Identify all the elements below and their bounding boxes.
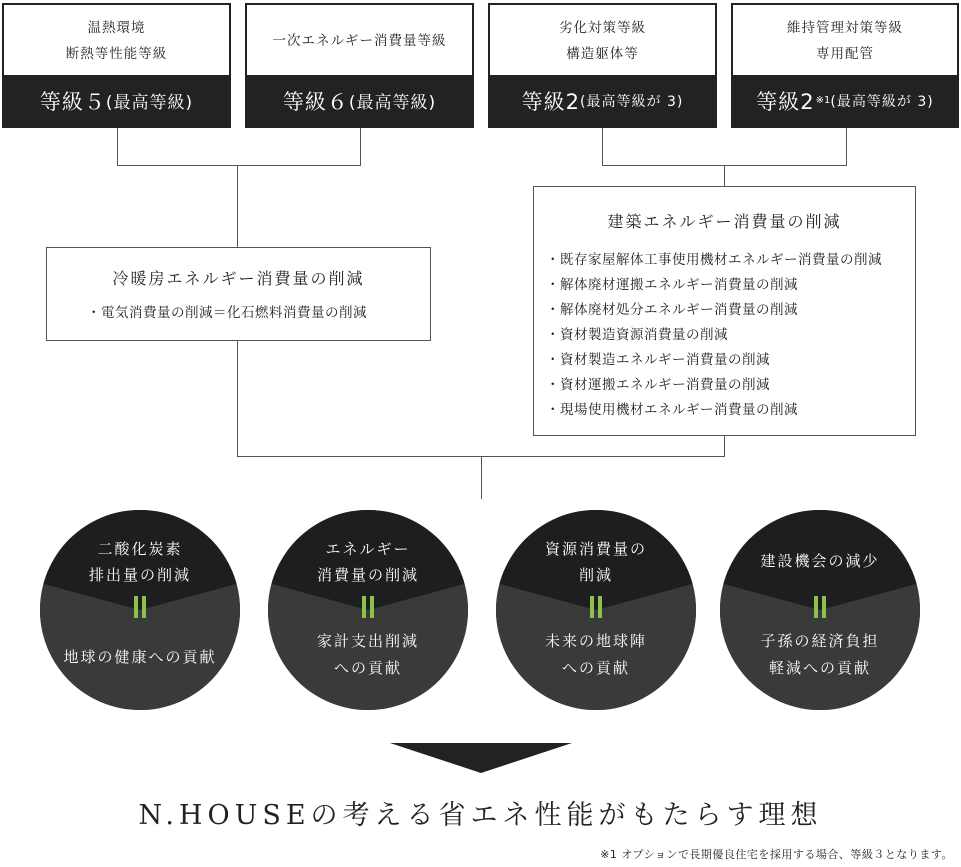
connector-line bbox=[481, 456, 482, 499]
circle-text-line: 軽減への貢献 bbox=[768, 659, 871, 677]
grade-value: 等級2 bbox=[756, 89, 815, 114]
circle-text-line: 未来の地球陣 bbox=[544, 632, 647, 650]
connector-line bbox=[360, 128, 361, 166]
equals-icon bbox=[40, 596, 240, 618]
list-item: ・資材製造エネルギー消費量の削減 bbox=[546, 352, 770, 368]
cooling-box-title: 冷暖房エネルギー消費量の削減 bbox=[112, 269, 365, 288]
benefit-circle-co2 bbox=[40, 510, 240, 710]
circle-text-line: 資源消費量の bbox=[544, 540, 647, 558]
grade-label-line: 一次エネルギー消費量等級 bbox=[272, 33, 447, 49]
circle-effect-text bbox=[40, 536, 240, 588]
circle-text-line: 建設機会の減少 bbox=[760, 552, 880, 570]
grade-label-line: 断熱等性能等級 bbox=[65, 46, 168, 62]
grade-label-line: 維持管理対策等級 bbox=[787, 20, 903, 36]
grade-note: (最高等級) bbox=[348, 93, 437, 113]
grade-note: (最高等級) bbox=[105, 93, 194, 113]
circle-text-line: 消費量の削減 bbox=[316, 566, 419, 584]
circle-text-line: 子孫の経済負担 bbox=[760, 632, 880, 650]
circle-text-line: への貢献 bbox=[561, 659, 630, 677]
grade-label-line: 劣化対策等級 bbox=[559, 20, 646, 36]
connector-line bbox=[117, 165, 361, 166]
list-item: ・現場使用機材エネルギー消費量の削減 bbox=[546, 402, 798, 418]
connector-line bbox=[846, 128, 847, 166]
circle-contribution-text bbox=[720, 628, 920, 682]
connector-line bbox=[117, 128, 118, 166]
grade-label-line: 温熱環境 bbox=[87, 20, 146, 36]
grade-card-insulation bbox=[2, 3, 231, 128]
circle-effect-text bbox=[496, 536, 696, 588]
connector-line bbox=[724, 436, 725, 457]
grade-card-label bbox=[4, 5, 229, 77]
grade-card-value bbox=[733, 75, 957, 126]
grade-card-primary-energy bbox=[245, 3, 474, 128]
grade-value: 等級５ bbox=[39, 89, 106, 114]
grade-card-value bbox=[4, 75, 229, 126]
circle-contribution-text bbox=[496, 628, 696, 682]
conclusion-heading: N.HOUSEの考える省エネ性能がもたらす理想 bbox=[138, 800, 823, 831]
circle-text-line: 削減 bbox=[578, 566, 613, 584]
grade-card-value bbox=[490, 75, 715, 126]
grade-card-deterioration bbox=[488, 3, 717, 128]
grade-label-line: 専用配管 bbox=[816, 46, 874, 62]
list-item: ・解体廃材処分エネルギー消費量の削減 bbox=[546, 302, 798, 318]
down-triangle-icon bbox=[390, 743, 572, 773]
circle-effect-text bbox=[720, 548, 920, 574]
connector-line bbox=[602, 128, 603, 166]
benefit-circle-resources bbox=[496, 510, 696, 710]
circle-text-line: 排出量の削減 bbox=[88, 566, 191, 584]
grade-card-label bbox=[247, 5, 472, 77]
benefit-circle-energy bbox=[268, 510, 468, 710]
grade-value: 等級2 bbox=[521, 89, 581, 114]
list-item: ・資材製造資源消費量の削減 bbox=[546, 327, 728, 343]
circle-text-line: エネルギー bbox=[325, 540, 411, 558]
grade-footnote-mark: ※1 bbox=[815, 95, 831, 106]
building-box-list bbox=[534, 248, 915, 423]
circle-text-line: 二酸化炭素 bbox=[97, 540, 183, 558]
grade-card-label bbox=[733, 5, 957, 77]
connector-line bbox=[237, 165, 238, 247]
circle-text-line: 家計支出削減 bbox=[316, 632, 419, 650]
list-item: ・既存家屋解体工事使用機材エネルギー消費量の削減 bbox=[546, 252, 882, 268]
grade-note: (最高等級が 3) bbox=[830, 93, 934, 110]
benefit-circle-construction bbox=[720, 510, 920, 710]
grade-card-label bbox=[490, 5, 715, 77]
grade-value: 等級６ bbox=[282, 89, 349, 114]
circle-text-line: への貢献 bbox=[333, 659, 402, 677]
footnote: ※1 オプションで長期優良住宅を採用する場合、等級３となります。 bbox=[600, 848, 953, 861]
equals-icon bbox=[268, 596, 468, 618]
equals-icon bbox=[496, 596, 696, 618]
circle-text-line: 地球の健康への貢献 bbox=[63, 648, 217, 666]
grade-card-value bbox=[247, 75, 472, 126]
grade-label-line: 構造躯体等 bbox=[566, 46, 639, 62]
circle-contribution-text bbox=[40, 644, 240, 671]
cooling-energy-reduction-box bbox=[46, 247, 431, 341]
grade-note: (最高等級が 3) bbox=[580, 93, 684, 110]
connector-line bbox=[237, 341, 238, 457]
list-item: ・解体廃材運搬エネルギー消費量の削減 bbox=[546, 277, 798, 293]
circle-contribution-text bbox=[268, 628, 468, 682]
list-item: ・資材運搬エネルギー消費量の削減 bbox=[546, 377, 770, 393]
grade-card-maintenance bbox=[731, 3, 959, 128]
connector-line bbox=[724, 165, 725, 186]
list-item: ・電気消費量の削減＝化石燃料消費量の削減 bbox=[87, 305, 367, 321]
cooling-box-list bbox=[47, 301, 430, 321]
building-box-title: 建築エネルギー消費量の削減 bbox=[607, 212, 842, 231]
circle-effect-text bbox=[268, 536, 468, 588]
building-energy-reduction-box bbox=[533, 186, 916, 436]
equals-icon bbox=[720, 596, 920, 618]
